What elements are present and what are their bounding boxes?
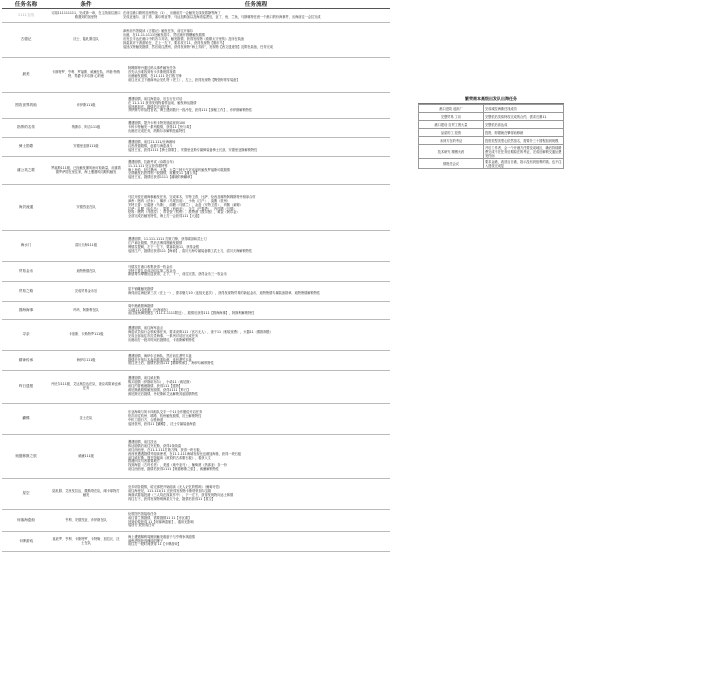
table-row xyxy=(2,138,390,157)
task-name-cell: 寻亲 xyxy=(2,320,50,351)
task-table-body xyxy=(2,9,390,552)
flow-step: • 伦敦：胞肉（马德拉），青花瓷（杭州），波特酒（波尔图），黄金（阿尔金） xyxy=(128,211,389,215)
flow-step: • 海上遭遇佩利周圈到触发惠厨子与亨利争执剧情 xyxy=(128,536,389,540)
flow-step: • 遭遇剧情，前往海盗诗，后去行在对话 xyxy=(128,98,389,102)
flow-step: • 返回杭州，获得11【蝴蝶】，沈士专属装备海盗 xyxy=(128,423,389,427)
flow-step: • 全部完成后触发特性，海上打一会获得111【大道】 xyxy=(128,215,389,219)
flow-step: • 前往威尼斯，图书馆阅读《被顶的古希腊石板》，看获入文 xyxy=(128,457,389,461)
flow-step: • 出港后完成任务，纳斯尔亦解锁技能特性 xyxy=(128,130,389,134)
flow-step: • 遭遇剧情，11.111.1111 打败刀锋，获得啸剑和武士刀 xyxy=(128,238,389,242)
flow-step: • 完成全部前往市拉党海事，一系列对话后完成任务 xyxy=(128,335,389,339)
flow-step: • 前往厘鱼舞发港去（111.1.1111附近），剧情后获得111【圆海海事】，阿斯利解锁特性 xyxy=(128,312,389,316)
flow-step: • 遭遇剧情，海伊尔去海队，然后前往漂竹木盘 xyxy=(128,355,389,359)
condition-cell: 卡洛斯、卡斯特罗111级 xyxy=(50,320,122,351)
table-row xyxy=(2,435,390,479)
table-row xyxy=(2,185,390,231)
flow-list xyxy=(123,141,389,153)
flow-list xyxy=(123,513,389,529)
flow-step: • 前往北京卫下港商场会见孔特（老工），左上，获得发现物【陶瓷阿哥芽装备】 xyxy=(128,79,389,83)
flow-step: • 休达剧情后前往突尼斯，获得1条线索 xyxy=(128,445,389,449)
flow-step: • 遭遇剧情，拉跑考试《诗歌百年》 xyxy=(128,161,389,165)
table-row xyxy=(2,23,390,58)
task-flow-cell xyxy=(122,23,390,58)
header-task-flow: 任务流程 xyxy=(122,0,390,9)
task-name-cell: 卡牌游戏 xyxy=(2,532,50,552)
flow-step: • 首先认出谁找到有卡多斯班排找着 xyxy=(128,71,389,75)
flow-step: • 周中港港圆海剧情 xyxy=(128,305,389,309)
flow-step: • 前往打一段时间获得 11【卡牌游戏】 xyxy=(128,543,389,547)
flow-step: • 海得前往海经第三次（在上一），需求魅力10（连续无更次），获得发现物贸易的新起金币，迪特鲁德专属装备勋章，迪特鲁德解锁特性 xyxy=(128,292,389,296)
side-value-cell: 完成城拉海斯任找成功 xyxy=(484,105,564,113)
condition-cell: 清川天海111级 xyxy=(50,231,122,262)
side-table-row xyxy=(419,145,564,159)
flow-line: 出发去平达在港口中的各斗对话，触发剧情，获得发现物《欧腓太守里传》及所在装备 xyxy=(123,37,245,42)
flow-step: • 安特卫普：豆腐凿（马斯），前糖（马德兰），金盒（安特卫普），肉酱（莱姆） xyxy=(128,204,389,208)
condition-cell: 威廉111级 xyxy=(50,435,122,479)
flow-step: • 全部触发后获得别一段剧情，再触发11【蒲公英】 xyxy=(128,172,389,176)
side-key-cell: 技术研究 精钢火药 xyxy=(419,145,484,159)
flow-list xyxy=(123,122,389,134)
flow-step: • 遭遇剧情，前往海军盘点 xyxy=(128,327,389,331)
flow-step: • 伦敦图书馆接取任务 xyxy=(128,513,389,517)
flow-step: • 乔伊斯与乔治技官话，海上遇到数只一段冷技，获得111【探秘工作】，乔伊斯解锁特性 xyxy=(128,109,389,113)
flow-list xyxy=(123,355,389,367)
side-value-cell: 要求金港，改造百日港，指示没有到组利的钱，也不住入建设完成复 xyxy=(485,159,562,168)
flow-line: 出港，在11.11.1111处触发超斗，然后跑开圆槽触发剧情 xyxy=(123,33,205,38)
task-flow-cell xyxy=(122,302,390,320)
task-name-cell: 星空 xyxy=(2,479,50,510)
task-name-cell: 骑士勋歌 xyxy=(2,138,50,157)
task-name-cell: 蝴蝶 xyxy=(2,404,50,435)
table-row xyxy=(2,320,390,351)
flow-step: • 海上补给，经过暴雨、大雾、大量三种天气对话前机触发罗福斯可敢剧情 xyxy=(128,169,389,173)
table-row xyxy=(2,404,390,435)
flow-list xyxy=(123,327,389,343)
task-flow-cell xyxy=(122,404,390,435)
task-flow-cell xyxy=(122,435,390,479)
table-row xyxy=(2,262,390,282)
task-name-cell: 围攻世界的船 xyxy=(2,93,50,119)
task-flow-cell xyxy=(122,58,390,93)
task-flow-cell xyxy=(122,510,390,532)
flow-step: • 卡科卡特触发一系列剧情，获得11【快与毒】 xyxy=(128,126,389,130)
flow-step: • 返回行 胶营成任务 xyxy=(128,524,389,528)
flow-step: • 前往西西里，剧情后获得1111【奥德修斯之旅】，威廉解锁特性 xyxy=(128,468,389,472)
task-name-cell: 最美 xyxy=(2,58,50,93)
condition-cell: 订阅111111111，完成第一章，在主线前往港口路遇到的加里特 xyxy=(50,9,122,23)
flow-list xyxy=(123,161,389,181)
task-name-cell: 何塞海盗船 xyxy=(2,510,50,532)
task-flow-cell xyxy=(122,185,390,231)
table-row xyxy=(2,282,390,302)
flow-step: • 找到海盗（古玛长老），美盛（地中亚马），葡萄酒（热那亚）各一份 xyxy=(128,464,389,468)
task-name-cell: 蒲公英之歌 xyxy=(2,157,50,185)
flow-list xyxy=(123,536,389,548)
condition-cell: 莫庇罗、亨利、卡斯特罗、卡特勒、加拉瓦、沈士在队 xyxy=(50,532,122,552)
flow-step: • 拉萨：乳膜（哈尔马），果浆（西西亚），含生（巴黎塔），内柱膳（马德） xyxy=(128,208,389,212)
task-name-cell: 古德记 xyxy=(2,23,50,58)
flow-step: • 至多明各剧情，给完那把开始阅读《无人记忆的银码》（葡萄牙语） xyxy=(128,486,389,490)
flow-step: • 返回港加法，剧情后完成任务 xyxy=(128,106,389,110)
flow-step: • 西西里遭遇剧情并阅读使者，在11.1.111海域发现比也港加海基，获得一块石板 xyxy=(128,453,389,457)
task-name-cell: 海贝流通 xyxy=(2,185,50,231)
side-table-body xyxy=(419,105,564,169)
flow-step: • 前往普兰图剧情，需要剧情11 11【市区重】 xyxy=(128,517,389,521)
flow-step: • 漳州：胞肉（法水），椰斧（马尾宫前），小鱼（江户），莫酱（杭州） xyxy=(128,200,389,204)
task-name-cell: 海水门 xyxy=(2,231,50,262)
flow-step: • 星不铀雕触发剧情 xyxy=(128,288,389,292)
condition-cell: 安德烈亚在队 xyxy=(50,185,122,231)
flow-step: • 出港前打一段对时间后剧情后，卡洛斯解锁特性 xyxy=(128,339,389,343)
task-name-cell: 贸易之路 xyxy=(2,282,50,302)
condition-cell: 玛玛、阿斯利在队 xyxy=(50,302,122,320)
header-task-name: 任务名称 xyxy=(2,0,50,9)
side-table xyxy=(418,104,564,169)
table-row xyxy=(2,302,390,320)
flow-list xyxy=(123,288,389,296)
flow-step: • 遭遇剧情，前往扶达 xyxy=(128,441,389,445)
side-key-cell: 港口建设 自贸工图大量 xyxy=(419,121,484,129)
task-flow-cell xyxy=(122,157,390,185)
flow-step: • 海盗试员似行会领取事任务，要求说码111（宫巧无人），查于11（相较宽费），火器11（霸推制胜） xyxy=(128,331,389,335)
task-name-cell: 圆海海事 xyxy=(2,302,50,320)
flow-list xyxy=(123,266,389,278)
flow-list xyxy=(123,196,389,219)
table-row xyxy=(2,157,390,185)
side-key-cell: 品质的工 投资 xyxy=(419,129,484,137)
side-table-row xyxy=(419,159,564,169)
flow-step: • 斯德哥尔摩港运送获得，左下，下一，前往完善，获得金币三一枚金币 xyxy=(128,273,389,277)
flow-step: • 博德拉提刺，左下一左下，要塞装备11，获得金银 xyxy=(128,246,389,250)
flow-line: 津州前书馆阅读《古德记》触发任务，前往开塞尔 xyxy=(123,29,194,34)
side-key-cell: 港口进攻 追踪厂 xyxy=(419,105,484,113)
flow-step: • 威尼斯完后剧情，丹尼斯和艾达解锁其起剧情特性 xyxy=(128,393,389,397)
flow-line: 完成亚速尔、亚丁湾、塞尔维亚等、马达加斯加以及海湾巡逻后，亚丁、鱼、兰鱼，马斯喀特任意一个港口的价海事件，出海前往一会拉完成 xyxy=(123,14,321,19)
condition-cell: 沈士在队 xyxy=(50,404,122,435)
flow-step: • 遭遇剧情，前往11.111/北海港场 xyxy=(128,141,389,145)
flow-step: • 前往北士后，剧情后获得111【精神传承】，海伊尔解锁特性 xyxy=(128,362,389,366)
task-name-cell: 奥德修斯之旅 xyxy=(2,435,50,479)
flow-step: • 返回王室，获得1111【骑士勋歌】，安德里亚斯专属骑装备骑士长剑，安德里亚斯解锁特性 xyxy=(128,149,389,153)
flow-step: • 返回王室，剧情后获得1111【蒲晓的骑翻章】 xyxy=(128,176,389,180)
side-table-row xyxy=(419,137,564,145)
flow-step: • 阿姆斯特丹通过码头事件触发任务 xyxy=(128,67,389,71)
condition-cell: 丹尼尔111级、艾达奥拉达在队、查克或阴神也承任务 xyxy=(50,371,122,404)
flow-step: • 马拉开波在港海事触发任务，完成率木，安特卫普、比萨、伦西及哪特阿姆斯特丹相拿合村 xyxy=(128,196,389,200)
side-value-cell: 投资，即德就在攀得前修就 xyxy=(484,129,564,137)
flow-list xyxy=(123,377,389,397)
table-row xyxy=(2,9,390,23)
condition-cell: 亨利、安德烈亚、乔伊斯在队 xyxy=(50,510,122,532)
side-key-cell: 情报任会议 xyxy=(419,159,484,169)
table-row xyxy=(2,58,390,93)
flow-step: • 出港触发剧情，在11.111 处打败刀锋 xyxy=(128,75,389,79)
flow-step: • 依次前往杭州、耶路、杭州触发剧情，沈士解锁特性 xyxy=(128,415,389,419)
table-row xyxy=(2,371,390,404)
flow-step: • 漳州酒馆获得瑰瑶的牌子 xyxy=(128,540,389,544)
flow-step: • 剧情后开宿尔木盘西着准哈港，选回漂竹木盘 xyxy=(128,359,389,363)
side-value-cell: 开后工作者，会一个开港方任要变成地区，确后持续路费完成不在任务后期原在的考证，完成后解锁交通运费发约而 xyxy=(485,145,562,158)
condition-cell: 迪特鲁德在队 xyxy=(50,262,122,282)
side-table-row xyxy=(419,105,564,113)
task-flow-cell xyxy=(122,138,390,157)
side-value-cell: 投资类型类型心依然指名，需要扑三十国程加到规模 xyxy=(484,137,564,145)
flow-list xyxy=(123,486,389,502)
header-condition: 条件 xyxy=(50,0,122,9)
flow-line: 探索某对于游游轮在，左上一左下，要求攻方11，获得发现物【腓市马】 xyxy=(123,40,226,45)
task-flow-cell xyxy=(122,119,390,138)
flow-step: • 前往西西里，在11.1.111打败刀锋，获得一块石板。 xyxy=(128,449,389,453)
flow-list xyxy=(123,411,389,427)
task-flow-cell xyxy=(122,320,390,351)
flow-list xyxy=(123,441,389,472)
flow-step: • 再往右下，获得发现物明海星欠个业，剧情后获得11【星空】 xyxy=(128,498,389,502)
flow-step: • 遭遇剧情，前往威尼斯 xyxy=(128,377,389,381)
flow-step: • 汉密派德剧情，起着与海盗战斗 xyxy=(128,145,389,149)
task-flow-cell xyxy=(122,9,390,23)
condition-cell: 罗福斯111级，已经触发暴风雨可取新量，前重着德罗萨国在里住家，海上遭遇风同期机触发 xyxy=(50,157,122,185)
table-row xyxy=(2,479,390,510)
flow-step: • 11.11.111 处宝获得着特等 xyxy=(128,165,389,169)
condition-cell: 完成贸易金币后 xyxy=(50,282,122,302)
flow-step: • 马德拉打港口收集获得一枚金币 xyxy=(128,266,389,270)
condition-cell: 纳斯尔、阿吉111级 xyxy=(50,119,122,138)
flow-step: • 中机工剧行方，合胜海道 xyxy=(128,419,389,423)
side-key-cell: 完整贸易 工坊 xyxy=(419,113,484,121)
task-name-cell: 贸易金币 xyxy=(2,262,50,282)
task-flow-cell xyxy=(122,532,390,552)
task-name-cell: 指挥的名传 xyxy=(2,119,50,138)
side-value-cell: 完整依后高达成 xyxy=(484,121,564,129)
task-flow-cell xyxy=(122,262,390,282)
condition-cell: 沈士、陆札腓住队 xyxy=(50,23,122,58)
condition-cell: 卡斯特罗、亨利、罗福斯、威廉在队、玛格·特纳特、男爵卡多尔斯·心的绝 xyxy=(50,58,122,93)
flow-step: • 东亚海域与风卡四船队交手一个11全作履倍开启任务 xyxy=(128,411,389,415)
side-value-cell: 完整依后类似特攻完成的合约，需求石墨11 xyxy=(484,113,564,121)
flow-step: • 推测问头马者重要地方 xyxy=(128,460,389,464)
flow-list xyxy=(123,305,389,317)
table-row xyxy=(2,119,390,138)
flow-list xyxy=(123,67,389,83)
condition-cell: 安德里亚斯111级 xyxy=(50,138,122,157)
flow-step: • 前往海里尼，111.111(11 完获得发现物卡斯塔蒂加尔宝箱 xyxy=(128,490,389,494)
task-name-cell: 昨日遗愿 xyxy=(2,371,50,404)
side-panel-title: 繁荣商本高级出发队出海任务 xyxy=(418,96,564,104)
task-flow-cell xyxy=(122,371,390,404)
flow-step: • 在 11.1.11 获得发现物着样品前，触发海运剧情 xyxy=(128,102,389,106)
side-panel xyxy=(418,96,564,169)
flow-step: • 威尼斯港剧情触发剧情，获得1111【昨日】 xyxy=(128,389,389,393)
task-flow-cell xyxy=(122,282,390,302)
side-table-row xyxy=(419,121,564,129)
table-row xyxy=(2,231,390,262)
flow-step: • 海面试着接投测（三人均在探某作中），下一左下，获得发现物向达士林德 xyxy=(128,494,389,498)
table-row xyxy=(2,93,390,119)
task-name-cell: 1111支线 xyxy=(2,9,50,23)
flow-step: • 回到伦敦获得 11【何塞海盗船】，通用无影响 xyxy=(128,521,389,525)
condition-cell: 乔伊斯111级 xyxy=(50,93,122,119)
table-row xyxy=(2,532,390,552)
side-table-row xyxy=(419,129,564,137)
flow-list xyxy=(123,238,389,254)
flow-line: 返回汉特触发剧情，然后前往漂州，获得发现物“海上芳踪”，发现物【西文遗迹馆】及附色装备，任务完成 xyxy=(123,44,273,49)
task-table xyxy=(2,0,390,552)
flow-line: 在前往港口路的加里特处（1），出港前打一会触发支线找着静等海了 xyxy=(123,10,221,15)
flow-list xyxy=(123,98,389,114)
table-header-row xyxy=(2,0,390,9)
side-table-row xyxy=(419,113,564,121)
flow-step: • 返回江户，剧情后获得111【海神】，清川天海专属装备精工武士刀，清川天海解锁特性 xyxy=(128,250,389,254)
task-sheet xyxy=(2,0,390,552)
side-key-cell: 未到方在的考证 xyxy=(419,137,484,145)
flow-step: • 购买剧情（伊斯坦布尔），小诺11（威尼斯） xyxy=(128,381,389,385)
condition-cell: 海伊尔111级 xyxy=(50,351,122,371)
flow-step: • 前往约普雅港剧情，获得111【遗物】 xyxy=(128,385,389,389)
task-flow-cell xyxy=(122,479,390,510)
flow-step: • 安特卫普礼盒成功同实第二枚金币 xyxy=(128,270,389,274)
flow-step: • 11港111务船舱（比海南东） xyxy=(128,309,389,313)
table-row xyxy=(2,351,390,371)
flow-step: • 遭遇剧情，提升卡科卡特发展能宽到100 xyxy=(128,122,389,126)
condition-cell: 陆札腓、艾丝发拉达、撒斯塔在队，阑卡球物打触发 xyxy=(50,479,122,510)
task-name-cell: 精神传承 xyxy=(2,351,50,371)
task-flow-cell xyxy=(122,93,390,119)
task-flow-cell xyxy=(122,231,390,262)
task-flow-cell xyxy=(122,351,390,371)
flow-step: • 江户神社剧情，然后去博得圆触发剧情 xyxy=(128,242,389,246)
table-row xyxy=(2,510,390,532)
